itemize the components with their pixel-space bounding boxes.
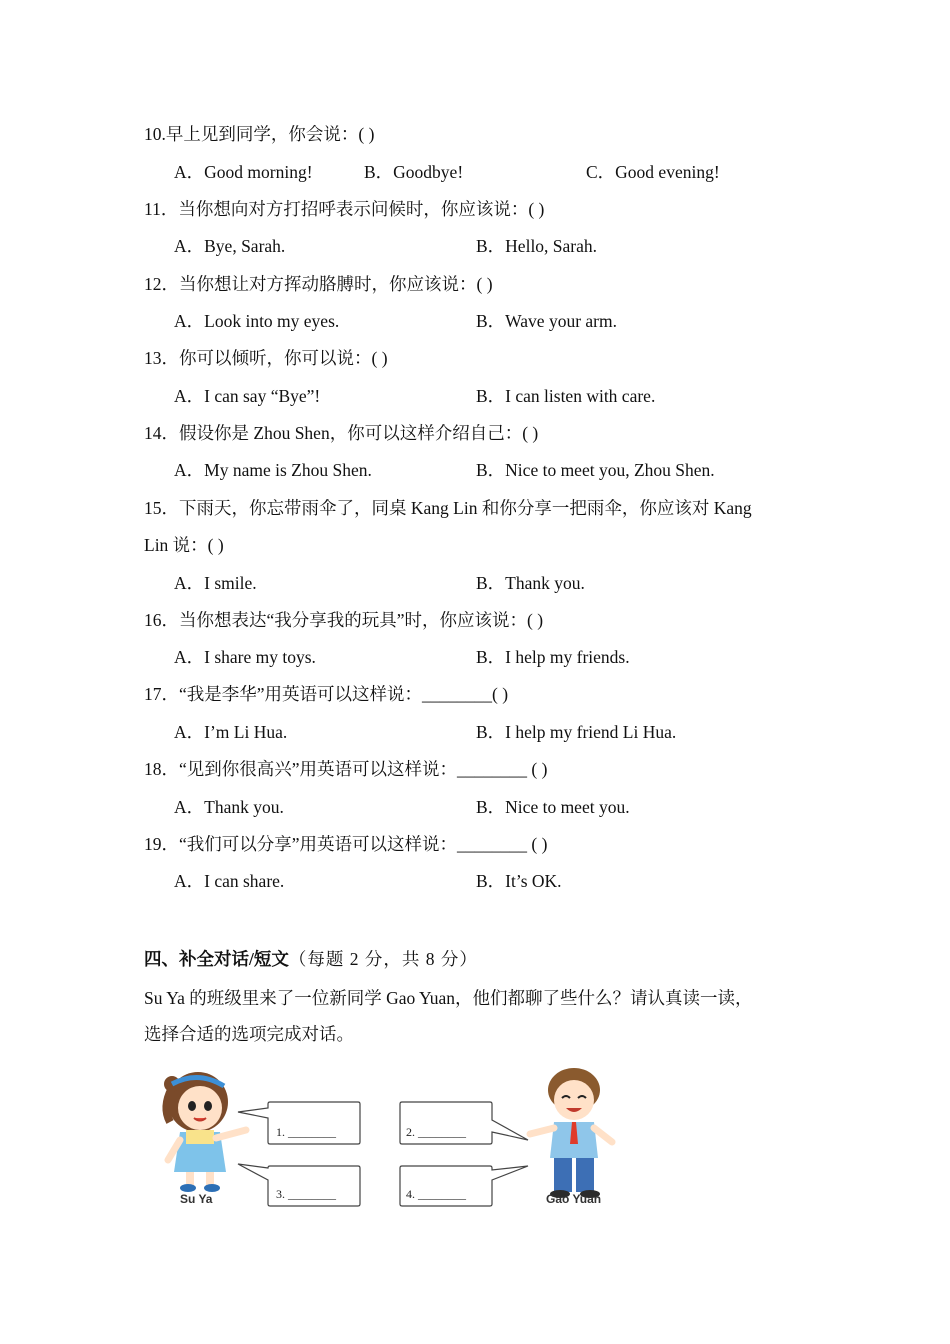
section-4-score-note: （每题 2 分，共 8 分） [288, 949, 478, 969]
q19-option-a: A．I can share. [174, 871, 285, 891]
q12-option-b: B．Wave your arm. [476, 311, 617, 331]
su-ya-label: Su Ya [180, 1192, 213, 1206]
q19-option-b: B．It’s OK. [476, 871, 562, 891]
section-4-heading [144, 946, 478, 971]
q12-option-a: A．Look into my eyes. [174, 311, 340, 331]
q14-option-b: B．Nice to meet you, Zhou Shen. [476, 460, 715, 480]
gao-yuan-label: Gao Yuan [546, 1192, 602, 1206]
question-12: 12．当你想让对方挥动胳膊时，你应该说：( ) [144, 274, 493, 294]
q15-option-a: A．I smile. [174, 573, 257, 593]
q18-option-a: A．Thank you. [174, 797, 284, 817]
q10-option-a: A．Good morning! [174, 162, 313, 182]
q16-option-a: A．I share my toys. [174, 647, 316, 667]
su-ya-figure [164, 1072, 246, 1206]
section-4-title: 四、补全对话/短文 [144, 949, 289, 969]
question-19: 19．“我们可以分享”用英语可以这样说：________ ( ) [144, 834, 548, 854]
q17-option-b: B．I help my friend Li Hua. [476, 722, 677, 742]
q13-option-a: A．I can say “Bye”! [174, 386, 321, 406]
question-15-continued: Lin 说：( ) [144, 535, 224, 555]
blank-2: 2. ________ [406, 1125, 466, 1139]
blank-1: 1. ________ [276, 1125, 336, 1139]
q18-option-b: B．Nice to meet you. [476, 797, 630, 817]
q11-option-b: B．Hello, Sarah. [476, 236, 598, 256]
blank-4: 4. ________ [406, 1187, 466, 1201]
q17-option-a: A．I’m Li Hua. [174, 722, 288, 742]
question-15: 15．下雨天，你忘带雨伞了，同桌 Kang Lin 和你分享一把雨伞，你应该对 Kang [144, 498, 752, 518]
blank-3: 3. ________ [276, 1187, 336, 1201]
q10-option-c: C．Good evening! [586, 162, 720, 182]
question-11: 11．当你想向对方打招呼表示问候时，你应该说：( ) [144, 199, 545, 219]
question-16: 16．当你想表达“我分享我的玩具”时，你应该说：( ) [144, 610, 544, 630]
q15-option-b: B．Thank you. [476, 573, 585, 593]
dialogue-illustration [150, 1062, 630, 1212]
bubble-1 [238, 1102, 360, 1144]
question-13: 13．你可以倾听，你可以说：( ) [144, 348, 388, 368]
q11-option-a: A．Bye, Sarah. [174, 236, 286, 256]
section-4-intro-line-1: Su Ya 的班级里来了一位新同学 Gao Yuan，他们都聊了些什么？请认真读一读， [144, 988, 753, 1008]
q14-option-a: A．My name is Zhou Shen. [174, 460, 372, 480]
gao-yuan-figure [530, 1068, 612, 1206]
q16-option-b: B．I help my friends. [476, 647, 630, 667]
section-4-intro-line-2: 选择合适的选项完成对话。 [144, 1024, 354, 1044]
question-14: 14．假设你是 Zhou Shen，你可以这样介绍自己：( ) [144, 423, 539, 443]
q10-option-b: B．Goodbye! [364, 162, 464, 182]
q13-option-b: B．I can listen with care. [476, 386, 656, 406]
bubble-3 [238, 1164, 360, 1206]
question-10: 10.早上见到同学，你会说：( ) [144, 124, 375, 144]
question-18: 18．“见到你很高兴”用英语可以这样说：________ ( ) [144, 759, 548, 779]
question-17: 17．“我是李华”用英语可以这样说：________( ) [144, 684, 509, 704]
bubble-4 [400, 1166, 528, 1206]
bubble-2 [400, 1102, 528, 1144]
